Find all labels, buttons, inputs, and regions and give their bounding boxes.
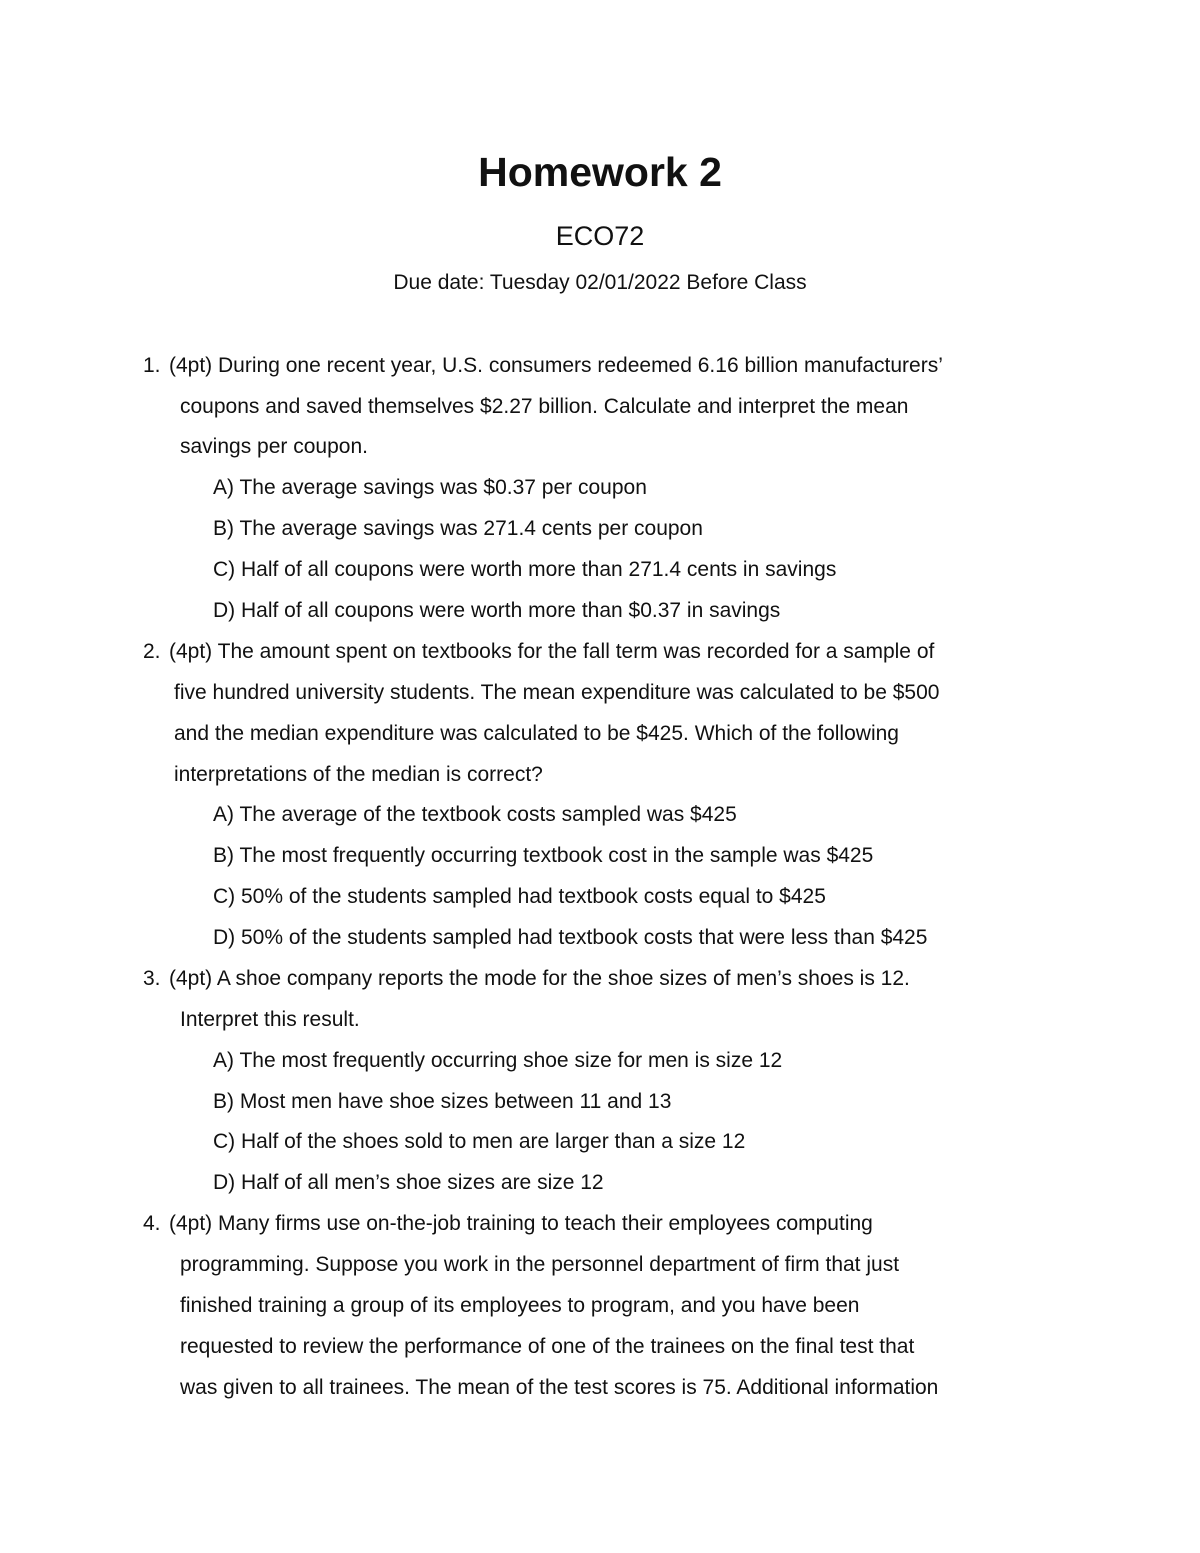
question-3-option-b: B) Most men have shoe sizes between 11 and 13 [213,1090,672,1113]
question-2-text-line: interpretations of the median is correct? [174,763,543,786]
question-3-text-line: (4pt) A shoe company reports the mode for the shoe sizes of men’s shoes is 12. [169,967,910,990]
question-1-option-a: A) The average savings was $0.37 per coupon [213,476,647,499]
question-1-text-line: coupons and saved themselves $2.27 billion. Calculate and interpret the mean [180,395,909,418]
page-title: Homework 2 [478,149,722,195]
question-1-text-line: savings per coupon. [180,435,368,458]
question-4-text-line: was given to all trainees. The mean of the test scores is 75. Additional information [180,1376,939,1399]
question-3-text-line: Interpret this result. [180,1008,360,1031]
question-2-option-c: C) 50% of the students sampled had textbook costs equal to $425 [213,885,826,908]
question-2-text-line: five hundred university students. The mean expenditure was calculated to be $500 [174,681,940,704]
question-2-option-b: B) The most frequently occurring textbook cost in the sample was $425 [213,844,874,867]
question-2-option-a: A) The average of the textbook costs sampled was $425 [213,803,737,826]
question-3-option-d: D) Half of all men’s shoe sizes are size 12 [213,1171,604,1194]
question-1-option-c: C) Half of all coupons were worth more than 271.4 cents in savings [213,558,837,581]
question-1-option-d: D) Half of all coupons were worth more than $0.37 in savings [213,599,781,622]
question-3-number: 3. [143,967,161,990]
question-4-text-line: programming. Suppose you work in the personnel department of firm that just [180,1253,900,1276]
question-2-text-line: and the median expenditure was calculated to be $425. Which of the following [174,722,899,745]
question-3-option-c: C) Half of the shoes sold to men are larger than a size 12 [213,1130,746,1153]
question-1-option-b: B) The average savings was 271.4 cents per coupon [213,517,703,540]
due-date: Due date: Tuesday 02/01/2022 Before Class [393,271,807,294]
question-2-number: 2. [143,640,161,663]
question-2-option-d: D) 50% of the students sampled had textbook costs that were less than $425 [213,926,928,949]
question-4-text-line: finished training a group of its employees to program, and you have been [180,1294,860,1317]
question-1-text-line: (4pt) During one recent year, U.S. consumers redeemed 6.16 billion manufacturers’ [169,354,943,377]
question-4-text-line: (4pt) Many firms use on-the-job training to teach their employees computing [169,1212,873,1235]
course-code: ECO72 [555,221,645,251]
question-4-number: 4. [143,1212,161,1235]
question-4-text-line: requested to review the performance of one of the trainees on the final test that [180,1335,915,1358]
question-3-option-a: A) The most frequently occurring shoe size for men is size 12 [213,1049,783,1072]
question-1-number: 1. [143,354,161,377]
question-2-text-line: (4pt) The amount spent on textbooks for the fall term was recorded for a sample of [169,640,935,663]
